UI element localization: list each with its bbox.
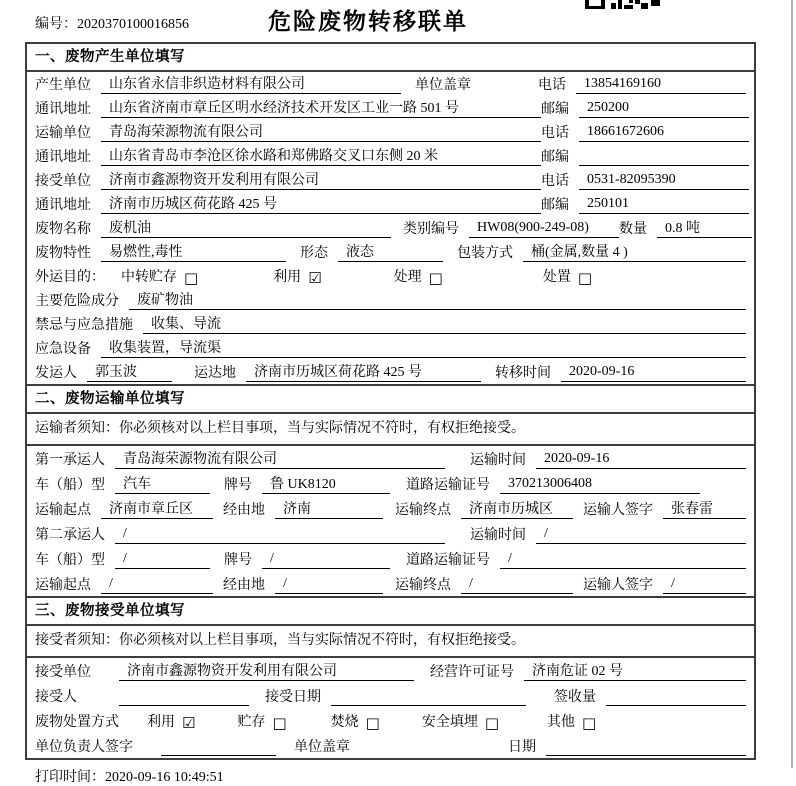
vehicle-type-2-label: 车（船）型	[35, 553, 105, 568]
transfer-time-label: 转移时间	[495, 366, 551, 381]
carrier-signature-label: 运输人签字	[583, 503, 653, 518]
print-time-value: 2020-09-16 10:49:51	[105, 770, 224, 785]
document-header	[0, 0, 796, 42]
date-value	[546, 738, 746, 756]
receive-date-value	[331, 688, 526, 706]
hazard-component-value: 废矿物油	[129, 289, 746, 310]
row-second-carrier	[27, 521, 754, 546]
transporter-value: 青岛海荣源物流有限公司	[101, 121, 541, 142]
receive-date-label: 接受日期	[265, 690, 321, 705]
checkbox-unchecked-icon: □	[577, 269, 593, 287]
received-amount-label: 签收量	[554, 690, 596, 705]
transporter-address-value: 山东省青岛市李沧区徐水路和郑佛路交叉口东侧 20 米	[101, 145, 541, 166]
destination-label: 运达地	[194, 366, 236, 381]
row-route-2	[27, 571, 754, 596]
section-receiver-header: 三、废物接受单位填写	[27, 598, 754, 626]
row-disposal-method	[27, 708, 754, 733]
form-value: 液态	[338, 241, 443, 262]
receiver-label: 接受单位	[35, 174, 91, 189]
row-transfer-purpose	[27, 264, 754, 288]
form-label: 形态	[300, 246, 328, 261]
carrier-signature-2-label: 运输人签字	[583, 578, 653, 593]
row-producer-address	[27, 96, 754, 120]
checkbox-unchecked-icon: □	[184, 269, 199, 287]
disposal-incineration-label: 焚烧	[330, 715, 359, 730]
disposal-option-incineration	[331, 711, 380, 731]
row-vehicle-2	[27, 546, 754, 571]
unit-seal-label: 单位盖章	[415, 78, 471, 93]
receiver-zip-label: 邮编	[541, 198, 569, 213]
waste-name-value: 废机油	[101, 217, 391, 238]
checkbox-checked-icon: ☑	[308, 269, 322, 287]
print-time	[35, 766, 796, 786]
carrier-signature-value: 张春雷	[663, 498, 746, 519]
emergency-equipment-value: 收集装置，导流渠	[101, 337, 746, 358]
waste-character-value: 易燃性,毒性	[101, 241, 286, 262]
disposal-option-storage	[237, 711, 286, 731]
transport-time-label: 运输时间	[470, 453, 526, 468]
purpose-use-label: 利用	[273, 270, 302, 285]
qr-code-fragment	[585, 0, 661, 10]
row-receiver-address	[27, 192, 754, 216]
transporter-phone-value: 18661672606	[579, 124, 749, 142]
row-transporter	[27, 120, 754, 144]
row-route-1	[27, 496, 754, 521]
plate-value: 鲁 UK8120	[262, 473, 390, 494]
destination-value: 济南市历城区荷花路 425 号	[246, 361, 481, 382]
checkbox-unchecked-icon: □	[582, 714, 597, 732]
purpose-storage-label: 中转贮存	[121, 270, 177, 285]
via-label: 经由地	[223, 503, 265, 518]
disposal-option-use	[147, 711, 195, 731]
receiver-phone-value: 0531-82095390	[579, 172, 749, 190]
plate-2-label: 牌号	[224, 553, 252, 568]
origin-2-label: 运输起点	[35, 578, 91, 593]
transfer-time-value: 2020-09-16	[561, 364, 746, 382]
disposal-method-label: 废物处置方式	[35, 715, 119, 730]
packing-value: 桶(金属,数量 4 )	[523, 241, 746, 262]
first-carrier-value: 青岛海荣源物流有限公司	[115, 448, 445, 469]
terminus-value: 济南市历城区	[461, 498, 573, 519]
transporter-notice: 运输者须知：你必须核对以上栏目事项，当与实际情况不符时，有权拒绝接受。	[27, 414, 754, 446]
emergency-measures-value: 收集、导流	[143, 313, 746, 334]
producer-value: 山东省永信非织造材料有限公司	[101, 73, 401, 94]
via-value: 济南	[275, 498, 383, 519]
vehicle-type-value: 汽车	[115, 473, 210, 494]
row-emergency-measures	[27, 312, 754, 336]
transporter-label: 运输单位	[35, 126, 91, 141]
row-waste-name	[27, 216, 754, 240]
checkbox-unchecked-icon: □	[484, 714, 500, 732]
waste-name-label: 废物名称	[35, 222, 91, 237]
receiver-notice: 接受者须知：你必须核对以上栏目事项，当与实际情况不符时，有权拒绝接受。	[27, 626, 754, 658]
purpose-treat-label: 处理	[393, 270, 422, 285]
section-producer	[25, 42, 756, 386]
checkbox-unchecked-icon: □	[428, 269, 443, 287]
via-2-value: /	[275, 576, 383, 594]
shipper-value: 郭玉波	[87, 361, 172, 382]
waste-character-label: 废物特性	[35, 246, 91, 261]
row-receiver	[27, 168, 754, 192]
terminus-label: 运输终点	[395, 503, 451, 518]
checkbox-unchecked-icon: □	[365, 714, 380, 732]
receiving-unit-label: 接受单位	[35, 665, 91, 680]
via-2-label: 经由地	[223, 578, 265, 593]
row-waste-character	[27, 240, 754, 264]
purpose-option-storage	[121, 266, 198, 286]
packing-label: 包装方式	[457, 246, 513, 261]
disposal-other-label: 其他	[547, 715, 576, 730]
print-time-label: 打印时间：	[35, 770, 105, 785]
row-first-carrier	[27, 446, 754, 471]
receiver-seal-label: 单位盖章	[294, 740, 350, 755]
second-carrier-value: /	[115, 526, 445, 544]
carrier-signature-2-value: /	[663, 576, 746, 594]
quantity-value: 0.8 吨	[657, 217, 752, 238]
shipper-label: 发运人	[35, 366, 77, 381]
transporter-phone-label: 电话	[541, 126, 569, 141]
page-title: 危险废物转移联单	[268, 9, 468, 34]
recipient-label: 接受人	[35, 690, 77, 705]
section-receiver	[25, 596, 756, 760]
row-receiving-unit	[27, 658, 754, 683]
row-emergency-equipment	[27, 336, 754, 360]
received-amount-value	[606, 688, 746, 706]
hazard-component-label: 主要危险成分	[35, 294, 119, 309]
license-value: 济南危证 02 号	[524, 660, 746, 681]
category-code-value: HW08(900-249-08)	[469, 220, 619, 238]
producer-label: 产生单位	[35, 78, 91, 93]
purpose-option-use	[273, 266, 321, 286]
emergency-equipment-label: 应急设备	[35, 342, 91, 357]
transport-time-2-value: /	[536, 526, 746, 544]
transporter-address-label: 通讯地址	[35, 150, 91, 165]
receiver-zip-value: 250101	[579, 196, 749, 214]
section-producer-header: 一、废物产生单位填写	[27, 44, 754, 72]
purpose-option-treat	[394, 266, 443, 286]
responsible-signature-label: 单位负责人签字	[35, 740, 133, 755]
purpose-dispose-label: 处置	[542, 270, 571, 285]
page-edge-line	[791, 0, 793, 768]
disposal-landfill-label: 安全填埋	[421, 715, 478, 730]
disposal-option-landfill	[422, 711, 499, 731]
vehicle-type-label: 车（船）型	[35, 478, 105, 493]
receiver-phone-label: 电话	[541, 174, 569, 189]
disposal-option-other	[547, 711, 596, 731]
date-label: 日期	[508, 740, 536, 755]
transporter-zip-value	[579, 148, 749, 166]
row-recipient	[27, 683, 754, 708]
license-label: 经营许可证号	[430, 665, 514, 680]
receiver-address-value: 济南市历城区荷花路 425 号	[101, 193, 541, 214]
producer-address-value: 山东省济南市章丘区明水经济技术开发区工业一路 501 号	[101, 97, 541, 118]
road-permit-2-label: 道路运输证号	[406, 553, 490, 568]
category-code-label: 类别编号	[403, 222, 459, 237]
terminus-2-value: /	[461, 576, 573, 594]
row-vehicle-1	[27, 471, 754, 496]
row-responsible-signature	[27, 733, 754, 758]
producer-address-label: 通讯地址	[35, 102, 91, 117]
row-transporter-address	[27, 144, 754, 168]
first-carrier-label: 第一承运人	[35, 453, 105, 468]
plate-2-value: /	[262, 551, 390, 569]
recipient-value	[119, 688, 249, 706]
checkbox-unchecked-icon: □	[272, 714, 287, 732]
producer-phone-value: 13854169160	[576, 76, 746, 94]
document-number-label: 编号：	[35, 17, 77, 32]
purpose-option-dispose	[543, 266, 592, 286]
row-hazard-component	[27, 288, 754, 312]
origin-label: 运输起点	[35, 503, 91, 518]
receiver-value: 济南市鑫源物资开发利用有限公司	[101, 169, 541, 190]
transfer-purpose-label: 外运目的：	[35, 270, 105, 285]
emergency-measures-label: 禁忌与应急措施	[35, 318, 133, 333]
section-transporter	[25, 384, 756, 598]
row-shipper	[27, 360, 754, 384]
section-transporter-header: 二、废物运输单位填写	[27, 386, 754, 414]
row-producer	[27, 72, 754, 96]
origin-value: 济南市章丘区	[101, 498, 213, 519]
receiving-unit-value: 济南市鑫源物资开发利用有限公司	[119, 660, 414, 681]
producer-zip-label: 邮编	[541, 102, 569, 117]
checkbox-checked-icon: ☑	[182, 714, 196, 732]
road-permit-2-value: /	[500, 551, 746, 569]
terminus-2-label: 运输终点	[395, 578, 451, 593]
receiver-address-label: 通讯地址	[35, 198, 91, 213]
responsible-signature-value	[161, 738, 276, 756]
disposal-storage-label: 贮存	[237, 715, 266, 730]
producer-phone-label: 电话	[538, 78, 566, 93]
document-number-value: 2020370100016856	[77, 17, 189, 32]
plate-label: 牌号	[224, 478, 252, 493]
disposal-use-label: 利用	[147, 715, 175, 730]
second-carrier-label: 第二承运人	[35, 528, 105, 543]
road-permit-label: 道路运输证号	[406, 478, 490, 493]
producer-zip-value: 250200	[579, 100, 749, 118]
transporter-zip-label: 邮编	[541, 150, 569, 165]
road-permit-value: 370213006408	[500, 476, 700, 494]
transport-time-value: 2020-09-16	[536, 451, 746, 469]
origin-2-value: /	[101, 576, 213, 594]
quantity-label: 数量	[619, 222, 647, 237]
vehicle-type-2-value: /	[115, 551, 210, 569]
transport-time-2-label: 运输时间	[470, 528, 526, 543]
